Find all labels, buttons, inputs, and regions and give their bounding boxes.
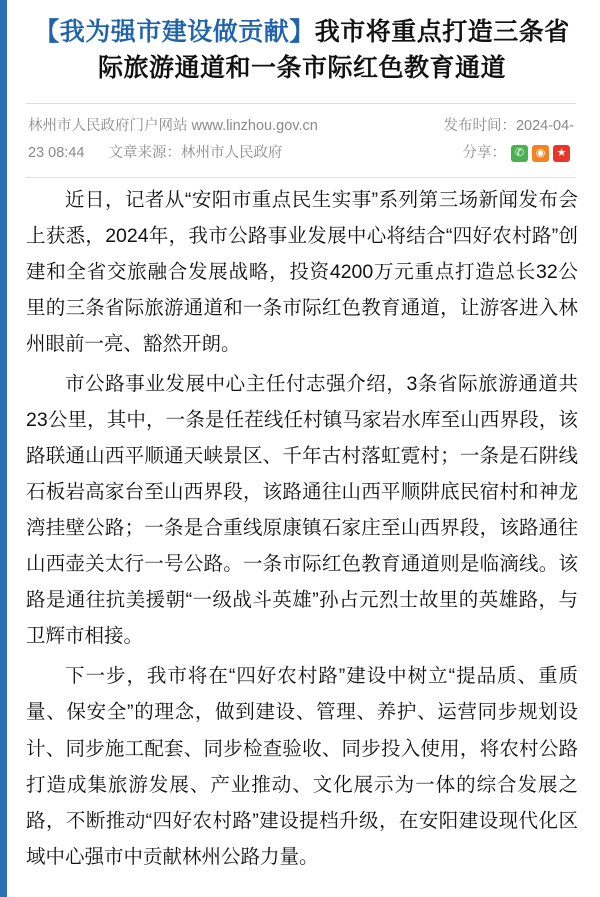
article-paragraph: 市公路事业发展中心主任付志强介绍，3条省际旅游通道共23公里，其中，一条是任茬线任村镇马家岩水库至山西界段，该路联通山西平顺通天峡景区、千年古村落虹霓村；一条是石阱线石板岩高家台至山西界段，该路通往山西平顺阱底民宿村和神龙湾挂壁公路；一条是合重线原康镇石家庄至山西界段，该路通往山西壶关太行一号公路。一条市际红色教育通道则是临滴线。该路是通往抗美援朝“一级战斗英雄”孙占元烈士故里的英雄路，与卫辉市相接。: [26, 372, 578, 648]
article-meta: [26, 103, 576, 178]
title-rest: 我市将重点打造三条省际旅游通道和一条市际红色教育通道: [97, 18, 570, 83]
site-url[interactable]: www.linzhou.gov.cn: [191, 117, 318, 134]
meta-publish: [443, 113, 574, 141]
favorite-share-icon[interactable]: ★: [553, 145, 570, 162]
publish-date-line2: 23 08:44: [28, 145, 85, 162]
publish-label: 发布时间：: [443, 117, 516, 134]
article-paragraph: 下一步，我市将在“四好农村路”建设中树立“提品质、重质量、保安全”的理念，做到建设、管理、养护、运营同步规划设计、同步施工配套、同步检查验收、同步投入使用，将农村公路打造成集旅游发展、产业推动、文化展示为一体的综合发展之路，不断推动“四好农村路”建设提档升级，在安阳建设现代化区域中心强市中贡献林州公路力量。: [26, 665, 578, 868]
meta-row-bottom: [28, 140, 574, 168]
meta-row-top: [28, 113, 574, 141]
wechat-share-icon[interactable]: ✆: [511, 145, 528, 162]
weibo-share-icon[interactable]: ◉: [532, 145, 549, 162]
page-title: [18, 0, 582, 97]
share-icon-list: [511, 145, 574, 162]
share-group: [463, 140, 575, 168]
publish-date-line1: 2024-04-: [515, 117, 574, 134]
source-value: 林州市人民政府: [180, 145, 283, 162]
source-label: 文章来源：: [108, 145, 181, 162]
title-highlight: 【我为强市建设做贡献】: [34, 18, 315, 46]
meta-source: [108, 140, 462, 168]
article-body: [26, 182, 578, 875]
left-accent-bar: [0, 0, 7, 897]
share-label: 分享：: [462, 145, 506, 162]
meta-site: [28, 113, 443, 141]
article-paragraph: 近日，记者从“安阳市重点民生实事”系列第三场新闻发布会上获悉，2024年，我市公路事业发展中心将结合“四好农村路”创建和全省交旅融合发展战略，投资4200万元重点打造总长32公里的三条省际旅游通道和一条市际红色教育通道，让游客进入林州眼前一亮、豁然开朗。: [26, 188, 578, 355]
site-name: 林州市人民政府门户网站: [28, 117, 188, 134]
